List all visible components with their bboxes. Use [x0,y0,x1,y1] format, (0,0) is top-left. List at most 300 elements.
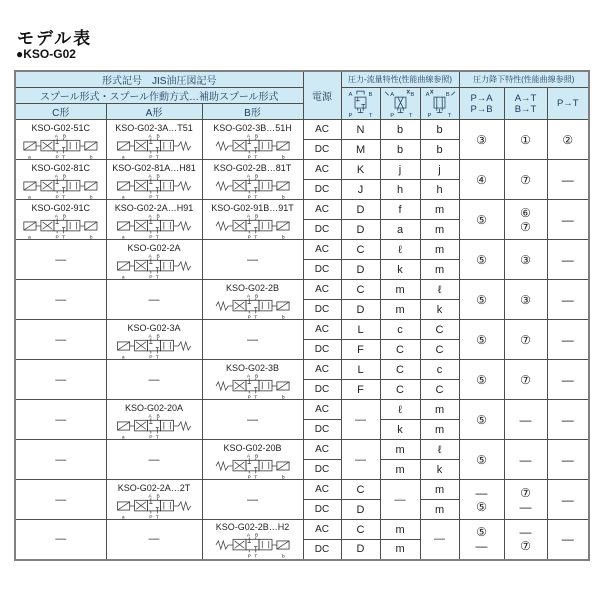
svg-text:B: B [254,533,259,539]
model-cell [202,160,303,200]
drop-cell [547,280,589,320]
drop-value: — [561,372,574,387]
svg-text:a: a [121,235,125,239]
model-cell-empty: — [202,400,303,440]
row-1-ac [15,120,589,140]
drop-value: ⑤ [476,292,487,307]
valve-symbol-A [108,333,200,359]
flow-value-ac: ℓ [420,440,459,460]
valve-symbol-A [108,413,200,439]
svg-text:B: B [156,133,160,139]
model-cell-empty: — [106,440,202,480]
power-dc: DC [303,220,341,240]
svg-text:A: A [246,293,251,299]
flow-value-dc: h [420,180,459,200]
flow-value-ac: C [380,360,420,380]
svg-text:A: A [55,213,59,219]
flow-cell-merged: — [420,520,459,560]
svg-text:B: B [409,92,414,99]
svg-text:B: B [156,213,160,219]
flow-value-ac: m [420,200,459,220]
row-2-ac [15,160,589,180]
svg-text:P: P [149,195,153,199]
svg-text:T: T [254,475,258,479]
svg-text:b: b [282,155,285,159]
model-cell-empty: — [15,520,106,560]
flow-value-ac: m [420,480,459,500]
svg-text:P: P [149,435,153,439]
drop-cell [504,120,547,160]
flow-value-dc: m [380,460,420,480]
svg-text:a: a [121,155,125,159]
svg-text:T: T [155,355,159,359]
svg-text:P: P [247,475,251,479]
row-6-ac [15,320,589,340]
model-cell [202,200,303,240]
drop-value: ⑤ [476,499,487,514]
power-ac: AC [303,400,341,420]
flow-value-ac: ℓ [380,400,420,420]
valve-symbol-A [108,133,200,159]
valve-symbol-B [204,373,301,399]
flow-value-dc: C [380,380,420,400]
svg-text:A: A [348,92,353,99]
model-name: KSO-G02-91C [31,202,91,213]
valve-position-icon [382,88,419,119]
svg-text:b: b [90,235,93,239]
flow-value-ac: m [380,280,420,300]
svg-text:B: B [63,133,67,139]
svg-text:a: a [121,355,125,359]
model-cell-empty: — [106,280,202,320]
model-name: KSO-G02-3B [226,362,280,373]
flow-value-dc: m [420,420,459,440]
drop-value: — [519,525,532,540]
svg-text:A: A [55,173,59,179]
flow-value-ac: C [341,480,380,500]
drop-cell [459,440,504,480]
drop-value: ⑤ [476,412,487,427]
model-name: KSO-G02-20A [124,402,184,413]
drop-col-label: P→A [470,92,493,104]
drop-value: ⑤ [476,332,487,347]
model-name: KSO-G02-2B…81T [213,162,292,173]
drop-cell [459,360,504,400]
drop-value: ⑤ [476,212,487,227]
drop-cell [547,200,589,240]
drop-value: ⑤ [476,452,487,467]
svg-text:B: B [156,173,160,179]
svg-text:A: A [246,173,251,179]
power-dc: DC [303,140,341,160]
flow-value-dc: F [341,380,380,400]
flow-value-ac: K [341,160,380,180]
drop-cell [459,280,504,320]
model-cell-empty: — [15,240,106,280]
flow-value-dc: k [420,300,459,320]
model-cell [106,480,202,520]
svg-text:T: T [62,155,66,159]
flow-value-ac: C [341,240,380,260]
svg-text:T: T [408,113,412,119]
svg-text:P: P [247,395,251,399]
model-name: KSO-G02-2B…H2 [215,522,290,533]
drop-value: ⑤ [476,252,487,267]
svg-text:T: T [155,235,159,239]
valve-symbol-C [17,133,104,159]
svg-text:A: A [246,213,251,219]
svg-text:b: b [90,155,93,159]
svg-text:A: A [148,413,152,419]
valve-symbol-B [204,133,301,159]
model-cell-empty: — [15,400,106,440]
drop-value: ③ [520,292,531,307]
drop-value: — [561,452,574,467]
flow-value-ac: c [420,360,459,380]
svg-text:A: A [148,213,152,219]
row-10-ac [15,480,589,500]
flow-value-dc: m [420,220,459,240]
power-ac: AC [303,200,341,220]
drop-col-label: B→T [514,103,537,115]
svg-text:B: B [156,253,160,259]
svg-text:P: P [55,235,60,239]
model-cell-empty: — [15,280,106,320]
model-cell-empty: — [15,440,106,480]
power-ac: AC [303,440,341,460]
valve-symbol-C [17,173,104,199]
drop-col-label: P→B [470,103,493,115]
svg-text:b: b [282,554,285,559]
flow-value-dc: D [341,540,380,560]
flow-value-dc: M [341,140,380,160]
drop-value: — [519,452,532,467]
model-name: KSO-G02-2A…2T [117,482,191,493]
flow-value-dc: k [420,460,459,480]
svg-text:B: B [254,213,259,219]
drop-value: ④ [476,172,487,187]
flow-value-ac: m [420,240,459,260]
svg-text:a: a [28,195,32,199]
header-model-code: 形式記号 JIS油圧図記号 [15,71,303,88]
solenoid-b-position-symbol-icon [420,88,459,120]
flow-value-ac: L [341,320,380,340]
flow-value-dc: C [420,380,459,400]
svg-text:P: P [247,195,251,199]
drop-col-label: A→T [514,92,537,104]
drop-cell [547,400,589,440]
svg-text:A: A [246,533,251,539]
svg-text:T: T [62,195,66,199]
drop-cell [504,240,547,280]
drop-cell [547,360,589,400]
svg-text:A: A [148,253,152,259]
svg-text:T: T [254,315,258,319]
drop-value: ① [520,132,531,147]
model-cell-empty: — [202,320,303,360]
svg-text:P: P [427,113,432,119]
svg-text:B: B [254,373,259,379]
header-spool-type-b: B形 [202,104,303,120]
svg-text:T: T [155,515,159,519]
drop-cell [504,440,547,480]
model-cell-empty: — [106,520,202,560]
flow-value-ac: f [380,200,420,220]
drop-value: ③ [520,252,531,267]
header-flow-title: 圧力-流量特性(性能曲線参照) [341,71,459,88]
model-cell [202,360,303,400]
model-cell [106,120,202,160]
svg-text:A: A [148,493,152,499]
drop-cell [547,480,589,520]
model-name: KSO-G02-3A [127,322,181,333]
drop-cell [459,400,504,440]
flow-value-dc: J [341,180,380,200]
power-dc: DC [303,260,341,280]
flow-value-ac: c [380,320,420,340]
model-name: KSO-G02-2B [226,282,280,293]
model-cell [106,240,202,280]
drop-value: — [561,292,574,307]
model-table [14,70,590,561]
svg-text:P: P [348,113,353,119]
svg-text:T: T [447,113,452,119]
flow-value-dc: m [420,500,459,520]
svg-text:P: P [149,235,153,239]
svg-text:T: T [254,195,258,199]
drop-value: ⑦ [520,485,531,500]
power-dc: DC [303,300,341,320]
model-name: KSO-G02-81A…H81 [112,162,196,173]
model-cell [202,520,303,560]
drop-value: — [519,412,532,427]
flow-value-dc: D [341,300,380,320]
drop-value: ② [562,132,574,147]
svg-text:B: B [254,293,259,299]
flow-value-ac: L [341,360,380,380]
valve-symbol-B [204,532,301,558]
model-cell-empty: — [15,360,106,400]
valve-symbol-A [108,493,200,519]
svg-text:b: b [282,395,285,399]
svg-text:b: b [282,195,285,199]
svg-text:B: B [368,92,373,99]
row-9-ac [15,440,589,460]
flow-value-ac: D [341,200,380,220]
header-power: 電源 [303,71,341,120]
svg-text:T: T [155,275,159,279]
power-ac: AC [303,480,341,500]
svg-text:T: T [62,235,66,239]
drop-value: — [561,332,574,347]
drop-cell [547,120,589,160]
svg-text:T: T [368,113,373,119]
svg-text:a: a [28,155,32,159]
svg-text:T: T [155,435,159,439]
drop-cell [504,400,547,440]
svg-text:b: b [282,315,285,319]
neutral-position-symbol-icon [341,88,380,120]
valve-symbol-B [204,173,301,199]
drop-cell [459,160,504,200]
header-drop-pt [547,88,589,120]
svg-text:a: a [121,195,125,199]
drop-col-label: P→T [556,98,579,109]
drop-cell [459,120,504,160]
power-ac: AC [303,120,341,140]
power-dc: DC [303,180,341,200]
svg-text:B: B [254,173,259,179]
drop-value: ⑦ [520,372,531,387]
svg-text:B: B [254,133,259,139]
model-name: KSO-G02-91B…91T [211,202,294,213]
svg-text:A: A [148,133,152,139]
model-name: KSO-G02-2A…H91 [114,202,194,213]
drop-value: ③ [476,132,487,147]
flow-value-ac: m [420,400,459,420]
svg-text:b: b [282,475,285,479]
header-spool: スプール形式・スプール作動方式…補助スプール形式 [15,88,303,104]
drop-value: ⑥ [520,205,531,220]
solenoid-a-position-symbol-icon [380,88,420,120]
header-drop-title: 圧力降下特性(性能曲線参照) [459,71,589,88]
valve-symbol-A [108,173,200,199]
svg-text:T: T [254,395,258,399]
svg-text:P: P [247,235,251,239]
svg-text:T: T [254,235,258,239]
flow-value-dc: D [341,260,380,280]
svg-text:a: a [121,515,125,519]
header-spool-type-a: A形 [106,104,202,120]
power-ac: AC [303,240,341,260]
drop-value: ⑦ [520,219,531,234]
drop-value: — [561,532,574,547]
power-ac: AC [303,280,341,300]
svg-text:B: B [63,213,67,219]
svg-text:P: P [149,515,153,519]
svg-text:A: A [55,133,59,139]
svg-text:P: P [389,113,394,119]
svg-text:A: A [246,133,251,139]
svg-text:T: T [254,554,258,559]
valve-symbol-A [108,253,200,279]
flow-value-ac: C [341,280,380,300]
svg-text:a: a [28,235,32,239]
flow-value-dc: C [420,340,459,360]
flow-value-ac: j [380,160,420,180]
flow-value-ac: ℓ [420,280,459,300]
svg-text:T: T [155,155,159,159]
power-dc: DC [303,540,341,560]
power-dc: DC [303,380,341,400]
flow-cell-merged: — [341,400,380,440]
flow-value-dc: D [341,500,380,520]
drop-cell [504,480,547,520]
svg-text:T: T [155,195,159,199]
svg-text:B: B [156,333,160,339]
drop-value: ⑤ [476,525,487,540]
drop-value: — [475,539,488,554]
svg-text:A: A [148,173,152,179]
svg-text:P: P [149,355,153,359]
model-cell [15,200,106,240]
model-cell [106,200,202,240]
drop-cell [504,160,547,200]
drop-value: — [561,212,574,227]
flow-value-ac: b [420,120,459,140]
valve-symbol-C [17,213,104,239]
model-name: KSO-G02-3A…T51 [115,122,193,133]
power-ac: AC [303,160,341,180]
drop-cell [504,280,547,320]
svg-text:A: A [246,373,251,379]
flow-value-dc: C [380,340,420,360]
flow-value-dc: k [380,260,420,280]
power-ac: AC [303,520,341,540]
drop-cell [459,200,504,240]
svg-text:P: P [247,155,251,159]
model-cell-empty: — [15,480,106,520]
flow-value-dc: m [420,260,459,280]
svg-text:B: B [156,493,160,499]
page-title: モデル表 [17,29,93,48]
valve-position-icon [342,88,379,119]
flow-value-dc: b [380,140,420,160]
model-name: KSO-G02-20B [223,442,282,453]
drop-value: ⑦ [520,539,531,554]
drop-cell [547,440,589,480]
flow-value-dc: m [380,300,420,320]
svg-text:a: a [121,275,125,279]
flow-value-ac: C [341,520,380,540]
drop-cell [504,200,547,240]
valve-symbol-B [204,213,301,239]
model-cell-empty: — [15,320,106,360]
svg-text:B: B [254,453,259,459]
drop-cell [504,320,547,360]
valve-symbol-B [204,453,301,479]
model-cell [202,440,303,480]
model-cell [15,160,106,200]
drop-cell [459,480,504,520]
valve-position-icon [421,88,458,119]
flow-value-ac: C [420,320,459,340]
power-dc: DC [303,420,341,440]
header-drop-at-bt [504,88,547,120]
svg-text:A: A [246,453,251,459]
flow-value-dc: k [380,420,420,440]
svg-text:B: B [156,413,160,419]
flow-value-ac: m [380,520,420,540]
drop-value: ⑤ [476,372,487,387]
flow-cell-merged: — [380,480,420,520]
drop-cell [459,240,504,280]
header-drop-pa-pb [459,88,504,120]
product-label: ●KSO-G02 [16,47,76,61]
drop-value: — [519,499,532,514]
drop-cell [547,240,589,280]
svg-text:B: B [63,173,67,179]
flow-value-dc: a [380,220,420,240]
model-cell [202,120,303,160]
model-cell-empty: — [202,480,303,520]
model-cell [15,120,106,160]
model-name: KSO-G02-2A [127,242,181,253]
flow-value-ac: m [380,440,420,460]
flow-value-dc: h [380,180,420,200]
drop-value: ⑦ [520,172,531,187]
row-11-ac [15,520,589,540]
